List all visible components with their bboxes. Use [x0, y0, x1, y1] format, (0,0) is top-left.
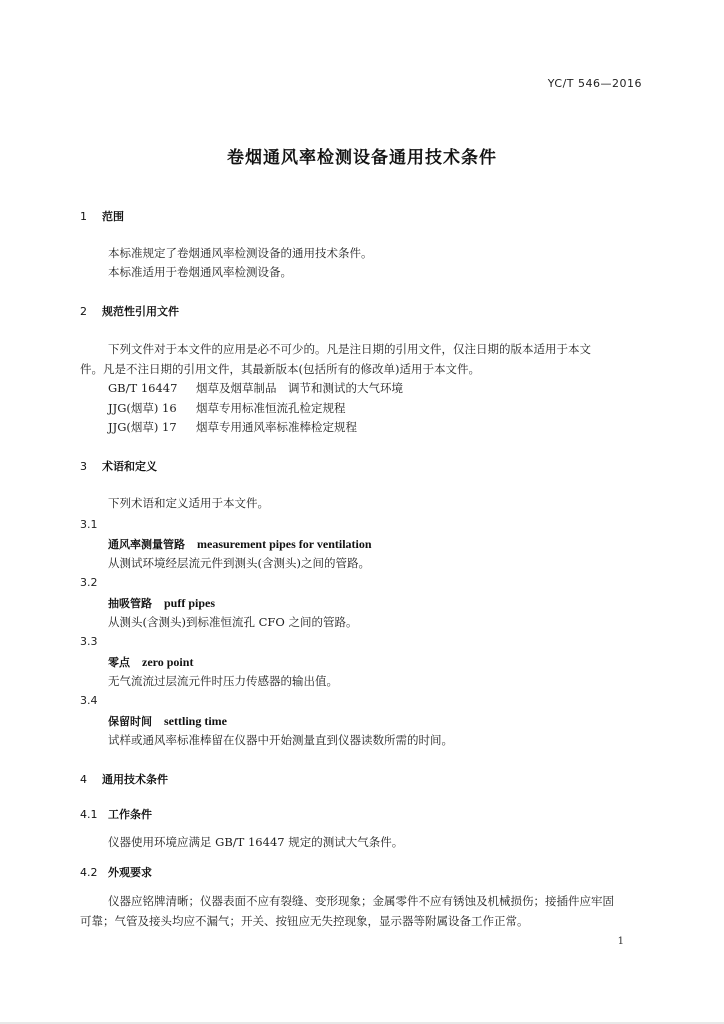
term-entry [108, 536, 372, 552]
paragraph: 下列文件对于本文件的应用是必不可少的。凡是注日期的引用文件，仅注日期的版本适用于本文 [108, 342, 591, 356]
term-en: settling time [164, 714, 227, 728]
section-number: 4.2 [80, 866, 98, 879]
term-number: 3.1 [80, 518, 98, 531]
page-number: 1 [617, 936, 624, 947]
section-title: 范围 [102, 210, 124, 223]
section-title: 外观要求 [108, 866, 152, 879]
document-title: 卷烟通风率检测设备通用技术条件 [227, 148, 497, 168]
reference-code: JJG(烟草) 17 [108, 420, 177, 434]
reference-title: 烟草专用通风率标准棒检定规程 [196, 420, 357, 434]
reference-code: JJG(烟草) 16 [108, 401, 177, 415]
term-entry [108, 595, 215, 611]
section-number: 3 [80, 460, 87, 473]
section-3-heading [80, 458, 157, 474]
section-2-heading [80, 303, 179, 319]
term-number: 3.4 [80, 694, 98, 707]
term-definition: 从测头(含测头)到标准恒流孔 CFO 之间的管路。 [108, 615, 358, 629]
term-zh: 通风率测量管路 [108, 538, 185, 551]
paragraph: 仪器使用环境应满足 GB/T 16447 规定的测试大气条件。 [108, 835, 404, 849]
reference-item [108, 400, 346, 416]
reference-item [108, 419, 357, 435]
section-number: 4 [80, 773, 87, 786]
term-entry [108, 654, 193, 670]
term-en: measurement pipes for ventilation [197, 537, 372, 551]
section-4-heading [80, 771, 168, 787]
reference-code: GB/T 16447 [108, 381, 178, 395]
section-number: 1 [80, 210, 87, 223]
term-definition: 试样或通风率标准棒留在仪器中开始测量直到仪器读数所需的时间。 [108, 733, 453, 747]
term-entry [108, 713, 227, 729]
paragraph: 本标准规定了卷烟通风率检测设备的通用技术条件。 [108, 246, 373, 260]
term-en: zero point [142, 655, 194, 669]
section-title: 工作条件 [108, 808, 152, 821]
term-definition: 无气流流过层流元件时压力传感器的输出值。 [108, 674, 338, 688]
reference-item [108, 380, 403, 396]
standard-code: YC/T 546—2016 [547, 77, 642, 90]
term-zh: 抽吸管路 [108, 597, 152, 610]
paragraph: 件。凡是不注日期的引用文件，其最新版本(包括所有的修改单)适用于本文件。 [80, 362, 480, 376]
term-zh: 保留时间 [108, 715, 152, 728]
paragraph: 本标准适用于卷烟通风率检测设备。 [108, 265, 292, 279]
term-en: puff pipes [164, 596, 216, 610]
section-1-heading [80, 208, 124, 224]
section-title: 规范性引用文件 [102, 305, 179, 318]
term-definition: 从测试环境经层流元件到测头(含测头)之间的管路。 [108, 556, 370, 570]
subsection-4-1-heading [80, 806, 152, 822]
term-zh: 零点 [108, 656, 130, 669]
reference-title: 烟草及烟草制品 调节和测试的大气环境 [196, 381, 403, 395]
section-title: 通用技术条件 [102, 773, 168, 786]
paragraph: 可靠；气管及接头均应不漏气；开关、按钮应无失控现象，显示器等附属设备工作正常。 [80, 914, 529, 928]
section-number: 2 [80, 305, 87, 318]
paragraph: 仪器应铭牌清晰；仪器表面不应有裂缝、变形现象；金属零件不应有锈蚀及机械损伤；接插件应牢固 [108, 894, 614, 908]
reference-title: 烟草专用标准恒流孔检定规程 [196, 401, 346, 415]
subsection-4-2-heading [80, 864, 152, 880]
paragraph: 下列术语和定义适用于本文件。 [108, 496, 269, 510]
term-number: 3.3 [80, 635, 98, 648]
section-title: 术语和定义 [102, 460, 157, 473]
term-number: 3.2 [80, 576, 98, 589]
section-number: 4.1 [80, 808, 98, 821]
